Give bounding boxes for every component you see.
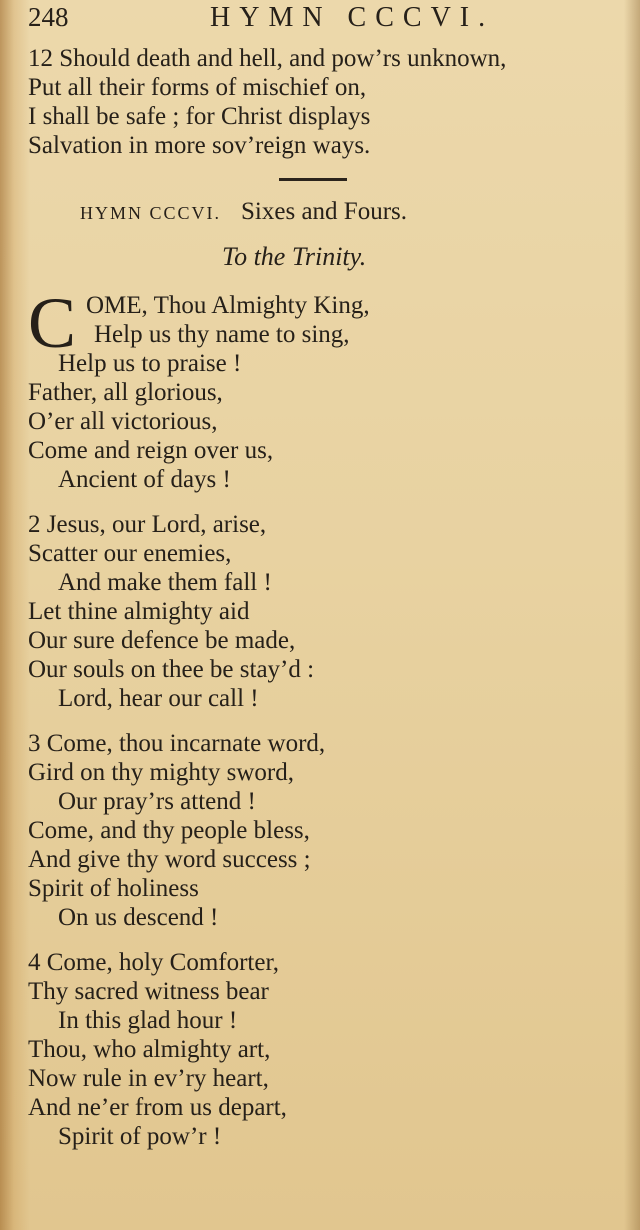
verse-line: Our pray’rs attend ! [58,788,256,815]
running-title: HYMN CCCVI. [210,2,495,33]
verse-line: Lord, hear our call ! [58,685,259,712]
verse-line: Our souls on thee be stay’d : [28,656,315,683]
drop-cap: C [28,283,77,363]
verse-line: Let thine almighty aid [28,598,250,625]
verse-line: And ne’er from us depart, [28,1094,287,1121]
first-line-text: OME, Thou Almighty King, [86,292,370,319]
verse-line: Come and reign over us, [28,437,274,464]
verse-line: Spirit of pow’r ! [58,1123,222,1150]
verse-line: In this glad hour ! [58,1007,238,1034]
verse-line: Father, all glorious, [28,379,223,406]
verse-line: Come, and thy people bless, [28,817,310,844]
verse-line: I shall be safe ; for Christ displays [28,103,371,130]
verse-line: 2 Jesus, our Lord, arise, [28,511,267,538]
hymn-heading [80,198,600,226]
verse-line: Put all their forms of mischief on, [28,74,367,101]
verse-line: Help us to praise ! [58,350,242,377]
verse-line: 12 Should death and hell, and pow’rs unknown, [28,45,507,72]
verse-line: Help us thy name to sing, [94,321,350,348]
stanza-4 [28,948,628,1151]
verse-line: Ancient of days ! [58,466,231,493]
verse-line: On us descend ! [58,904,219,931]
page-header [24,0,624,40]
stanza-3 [28,729,628,932]
section-divider [279,178,347,181]
verse-line: And give thy word success ; [28,846,311,873]
verse-line: Thy sacred witness bear [28,978,269,1005]
verse-line: Scatter our enemies, [28,540,232,567]
verse-line: Salvation in more sov’reign ways. [28,132,371,159]
hymn-number: HYMN CCCVI. [80,203,222,223]
verse-line: Our sure defence be made, [28,627,296,654]
verse-line: Gird on thy mighty sword, [28,759,294,786]
verse-line: 4 Come, holy Comforter, [28,949,280,976]
hymn-subtitle: To the Trinity. [222,242,367,271]
verse-line: Thou, who almighty art, [28,1036,271,1063]
verse-line: O’er all victorious, [28,408,218,435]
verse-line: Now rule in ev’ry heart, [28,1065,269,1092]
hymn-meter: Sixes and Fours. [241,198,407,225]
previous-hymn-stanza [28,44,628,160]
stanza-1 [28,283,628,494]
hymn-text [28,283,628,1167]
page-number: 248 [28,2,69,32]
verse-line: And make them fall ! [58,569,272,596]
verse-line: 3 Come, thou incarnate word, [28,730,326,757]
stanza-2 [28,510,628,713]
verse-line: Spirit of holiness [28,875,199,902]
